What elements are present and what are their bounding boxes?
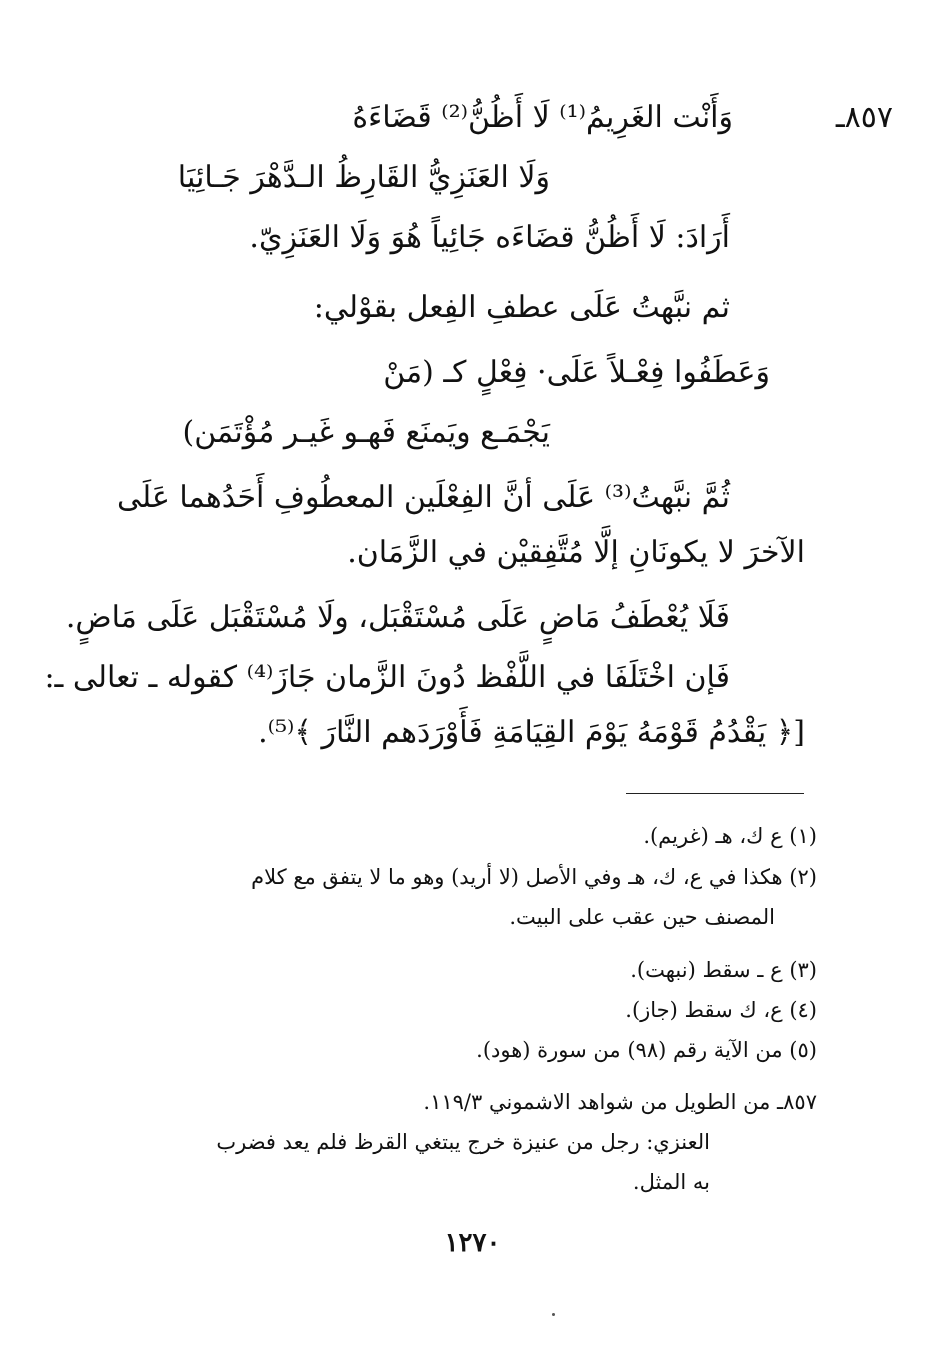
paragraph-1: أَرَادَ: لَا أَظُنُّ قضَاءَه جَائِياً هُوَ وَلَا العَنَزِيّ.: [249, 220, 730, 255]
poem-line-1: وَعَطَفُوا فِعْـلاً عَلَى· فِعْلٍ كـ (مَنْ: [383, 355, 770, 390]
footnote-2-line-1: (٢) هكذا في ع، ك، هـ وفي الأصل (لا أريد) وهو ما لا يتفق مع كلام: [251, 865, 817, 889]
scan-speck: [552, 1313, 555, 1316]
verse-line-2: وَلَا العَنَزِيُّ القَارِظُ الـدَّهْرَ جَـائِيَا: [177, 160, 550, 195]
footnote-5: (٥) من الآية رقم (٩٨) من سورة (هود).: [476, 1038, 817, 1062]
verse-gloss-line-2: به المثل.: [632, 1170, 710, 1194]
verse-hemistich-1: وَأَنْت الغَرِيمُ⁽¹⁾ لَا أَظُنُّ⁽²⁾ قَضَاءَهُ: [352, 100, 733, 135]
footnote-3: (٣) ع ـ سقط (نبهت).: [630, 958, 817, 982]
footnote-4: (٤) ع، ك سقط (جاز).: [625, 998, 817, 1022]
poem-line-2: يَجْمَـع ويَمنَع فَهـو غَيـر مُؤْتَمَن): [182, 415, 550, 450]
footnote-1: (١) ع ك، هـ (غريم).: [643, 824, 817, 848]
paragraph-4: فَلَا يُعْطَفُ مَاضٍ عَلَى مُسْتَقْبَل، ولَا مُسْتَقْبَل عَلَى مَاضٍ.: [65, 600, 730, 635]
paragraph-3-line-2: الآخرَ لا يكونَانِ إلَّا مُتَّفِقيْن في الزَّمَان.: [347, 535, 805, 570]
verse-number: ٨٥٧ـ: [835, 100, 893, 135]
verse-gloss-line-1: العنزي: رجل من عنيزة خرج يبتغي القرظ فلم يعد فضرب: [216, 1130, 710, 1154]
footnote-divider: [626, 793, 804, 794]
paragraph-5-line-2: [﴿ يَقْدُمُ قَوْمَهُ يَوْمَ القِيَامَةِ فَأَوْرَدَهم النَّارَ ﴾⁽⁵⁾.: [258, 715, 805, 750]
paragraph-2: ثم نبَّهتُ عَلَى عطفِ الفِعل بقوْلي:: [313, 290, 730, 325]
page-number: ١٢٧٠: [444, 1228, 501, 1258]
paragraph-5-line-1: فَإن اخْتَلَفَا في اللَّفْظ دُونَ الزَّمان جَازَ⁽⁴⁾ كقوله ـ تعالى ـ:: [44, 660, 730, 695]
verse-source-note: ٨٥٧ـ من الطويل من شواهد الاشموني ١١٩/٣.: [423, 1090, 817, 1114]
paragraph-3-line-1: ثُمَّ نبَّهتُ⁽³⁾ عَلَى أنَّ الفِعْلَين المعطُوفِ أَحَدُهما عَلَى: [117, 480, 730, 515]
footnote-2-line-2: المصنف حين عقب على البيت.: [509, 905, 775, 929]
